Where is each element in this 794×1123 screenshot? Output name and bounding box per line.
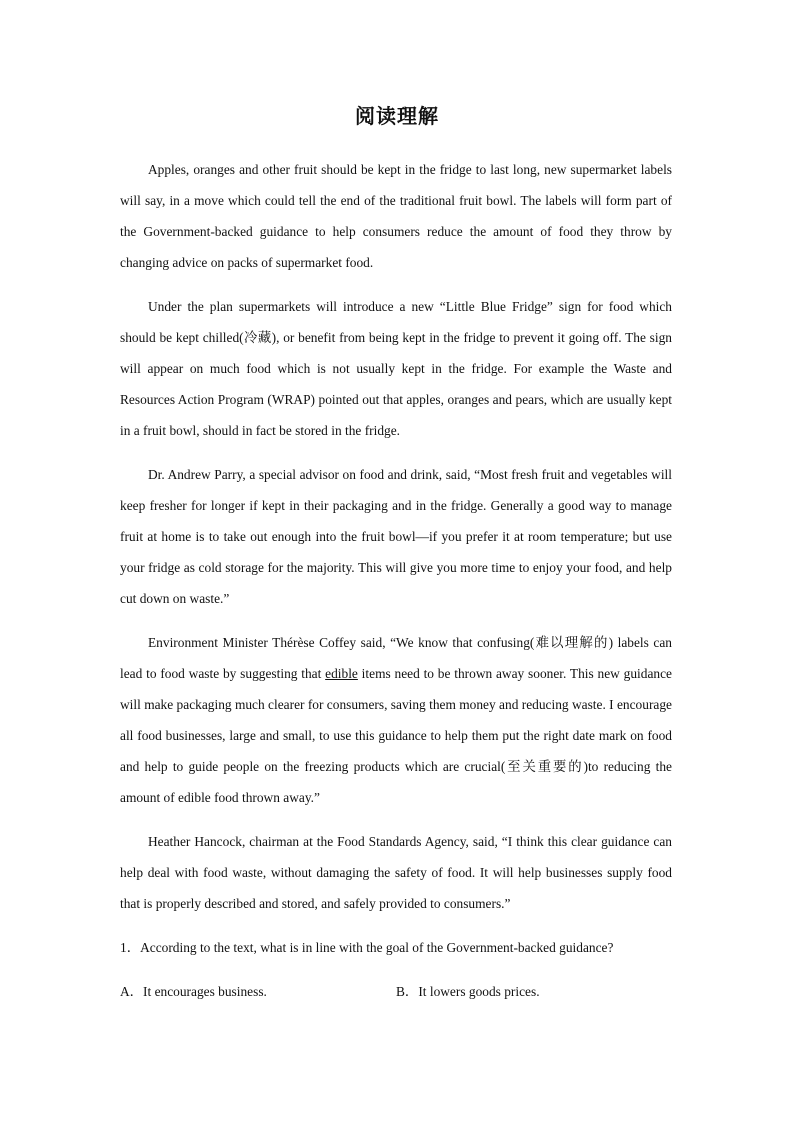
underlined-word-edible: edible bbox=[325, 666, 358, 681]
paragraph-2: Under the plan supermarkets will introduce a new “Little Blue Fridge” sign for food which should be kept chilled(冷藏), or benefit from being kept in the fridge to prevent it going off. The sign will appear on much food which is not usually kept in the fridge. For example the Waste and Resources Action Program (WRAP) pointed out that apples, oranges and pears, which are usually kept in a fruit bowl, should in fact be stored in the fridge. bbox=[120, 299, 672, 438]
option-a: A．It encourages business. bbox=[120, 984, 267, 999]
paragraph-4-before: Environment Minister Thérèse Coffey said, “We know that confusing(难以理解的) labels can lead to food waste by suggesting that bbox=[120, 635, 672, 681]
paragraph-4 bbox=[120, 627, 672, 813]
passage-body bbox=[120, 154, 672, 1007]
paragraph-1: Apples, oranges and other fruit should be kept in the fridge to last long, new supermarket labels will say, in a move which could tell the end of the traditional fruit bowl. The labels will form part of the Government-backed guidance to help consumers reduce the amount of food they throw by changing advice on packs of supermarket food. bbox=[120, 162, 672, 270]
paragraph-3: Dr. Andrew Parry, a special advisor on food and drink, said, “Most fresh fruit and vegetables will keep fresher for longer if kept in their packaging and in the fridge. Generally a good way to manage fruit at home is to take out enough into the fruit bowl—if you prefer it at room temperature; but use your fridge as cold storage for the majority. This will give you more time to enjoy your food, and help cut down on waste.” bbox=[120, 467, 672, 606]
paragraph-5: Heather Hancock, chairman at the Food Standards Agency, said, “I think this clear guidance can help deal with food waste, without damaging the safety of food. It will help businesses supply food that is properly described and stored, and safely provided to consumers.” bbox=[120, 834, 672, 911]
question-1-options bbox=[120, 976, 672, 1007]
option-b: B．It lowers goods prices. bbox=[396, 984, 540, 999]
question-1: 1．According to the text, what is in line with the goal of the Government-backed guidance? bbox=[120, 940, 614, 955]
paragraph-4-after: items need to be thrown away sooner. This new guidance will make packaging much clearer for consumers, saving them money and reducing waste. I encourage all food businesses, large and small, to use this guidance to help them put the right date mark on food and help to guide people on the freezing products which are crucial(至关重要的)to reducing the amount of edible food thrown away.” bbox=[120, 666, 672, 805]
page-title: 阅读理解 bbox=[355, 104, 439, 128]
